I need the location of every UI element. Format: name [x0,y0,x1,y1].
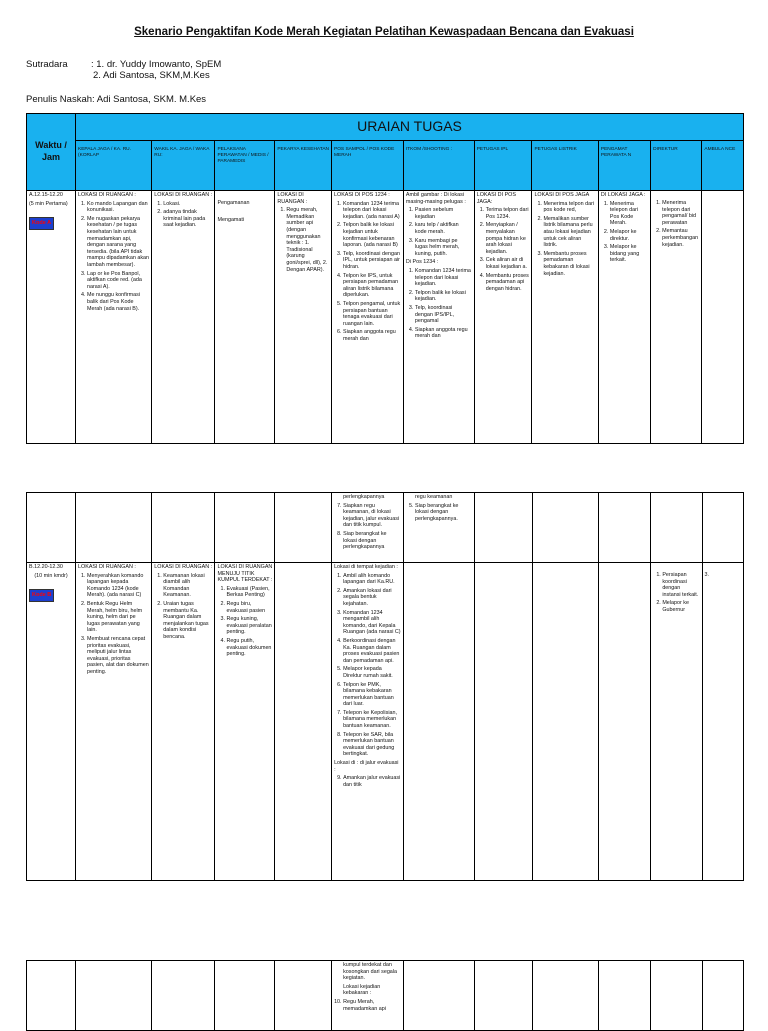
list-item: 3. Membantu proses pemadaman kebakaran di lokasi kejadian. [543,251,595,277]
header-uraian-tugas: URAIAN TUGAS [76,114,744,141]
cell-text: Pengamanan [217,200,250,206]
scenario-table-2 [26,492,744,881]
list-item: 2. Melapor ke Gubernur [662,600,699,613]
row1-ambulance [702,191,744,444]
time-range: A.12.15-12.20 [29,192,63,198]
list-item: 3. Lap or ke Pos Banpol, aktifkan code red. (ada narasi A). [87,271,149,291]
col-pekarya: PEKARYA KESEHATAN [275,141,332,191]
list-item: 1. Komandan 1234 terima telepon dari lokasi kejadian. [415,268,472,288]
list-item: 1. Lokasi. [163,201,212,208]
list-item: 5. Melapor kepada Direktur rumah sakit. [343,666,401,679]
list-item: Lokasi kejadian kebakaran : [343,983,381,997]
row3-ambulance [702,563,743,881]
list-item: 8. Siap berangkat ke lokasi dengan perlengkapannya [343,531,401,551]
row1-pos-sampol [332,191,404,444]
row1-pengamat [598,191,650,444]
list-item: 5. Telpon pengamal, untuk persiapan bantuan tenaga evakuasi dari ruangan lain. [343,301,401,327]
col-direktur: DIREKTUR [651,141,702,191]
row3-direktur [651,563,702,881]
list-item: 3. Telp, koordinasi dengan IPL, untuk persiapan air hidran. [343,251,401,271]
table-row [27,961,744,1031]
cell-subheading: Di Pos 1234 : [405,259,439,266]
list-item: 6. Siapkan anggota regu merah dan [343,329,401,342]
col-itkom: ITKOM /SHOOTING : [403,141,474,191]
list-item: perlengkapannya [343,494,385,500]
duration: (10 min kmdr) [34,572,68,579]
code-badge: Kode B [29,589,54,602]
list-item: kumpul terdekat dan kosongkan dari segala kegiatan. [343,962,398,982]
col-ambulance: AMBULA NCE [702,141,744,191]
cell-heading: Ambil gambar : Di lokasi masing-masing pelugas : [405,192,466,205]
scenario-table-3 [26,960,744,1031]
list-item: 2. adanya tindak kriminal lain pada saat kejadian. [163,209,212,229]
list-item: 2. Memalikan sumber listrik bilamana perlu atau lokasi kejadian untuk cek aliran listrik. [543,216,595,249]
cell-heading: LOKASI DI POS JAGA [534,192,590,198]
sutradara-2: 2. Adi Santosa, SKM,M.Kes [93,70,210,81]
list-item: 2. karu telp / aktifkan kode merah. [415,222,472,235]
list-item: 5. Siap berangkat ke lokasi dengan perlengkapannya. [415,503,472,523]
list-item: 3. Melapor ke bidang yang terkait. [610,244,648,264]
list-item: 2. Telpon balik ke lokasi kejadian. [415,290,472,303]
sutradara-1: : 1. dr. Yuddy Imowanto, SpEM [91,59,222,70]
list-item: 8. Telepon ke SAR, bila memerlukan bantuan evakuasi dari gedung bertingkat. [343,732,401,758]
list-item: 2. Memantau perkembangan kejadian. [662,228,699,248]
cell-heading: LOKASI DI POS JAGA: [476,192,516,205]
list-item: 1. Ko mando Lapangan dan konunikasi. [87,201,149,214]
row3-pelaksana [215,563,275,881]
cell-text: Mengamati [217,216,245,223]
list-item: 4. Membantu proses pemadaman api dengan hidran. [486,273,530,293]
cell-heading: LOKASI DI RUANGAN MENUJU TITIK KUMPUL TERDEKAT : [217,564,273,584]
sutradara-label: Sutradara [26,59,68,70]
row1-pelaksana [215,191,275,444]
code-badge: Kode A [29,217,54,230]
row3-pos-sampol [332,563,404,881]
list-item: 1. Komandan 1234 terima telepon dari lokasi kejadian. (ada narasi A) [343,201,401,221]
list-item: 1. Terima telpon dari Pos 1234. [486,207,530,220]
list-item: 7. Telepon ke Kepolisian, bilamana memerlukan bantuan keamanan. [343,710,401,730]
cell-text: 3. [704,572,710,578]
row4-pos-sampol [332,961,404,1031]
list-item: 2. Telpon balik ke lokasi kejadian untuk konfirmasi kebenaran laporan. (ada narasi B) [343,222,401,248]
list-item: 3. Regu kuning, evakuasi peralatan penting. [226,616,272,636]
col-pelaksana: PELAKSANA PERAWATAN / MEDIS / PARAMEDIS [215,141,275,191]
col-pos-sampol: POS SAMPOL / POS KODE MERAH [332,141,404,191]
row1-listrik [532,191,598,444]
duration: (5 min Pertama) [29,200,68,207]
row1-ipl [474,191,532,444]
list-item: 2. Bentuk Regu Helm Merah, helm biru, helm kuning, helm dari pe lugas perawatan yang lain. [87,601,149,634]
list-item: 1. Menerima telepon dari Pos Kode Merah. [610,201,648,227]
cell-heading: Lokasi di tempat kejadian : [334,564,398,570]
list-item: 9. Amankan jalur evakuasi dan titik [343,775,401,788]
table-row [27,191,744,444]
list-item: 2. Menyiapkan / menyalakan pompa hidran ke arah lokasi kejadian. [486,222,530,255]
list-item: 1. Persiapan koordinasi dengan instansi terkait. [662,572,699,598]
cell-heading: DI LOKASI JAGA : [600,192,646,198]
list-item: 3. Telp, koordinasi dengan IPS/IPL, pengamal [415,305,472,325]
list-item: 1. Regu merah, Memadikan sumber api (dengan menggunakan teknik : 1. Tradisional (karung goni/sprei, dll), 2. Dengan APAR). [286,207,329,273]
cell-heading: LOKASI DI RUANGAN : [154,192,213,198]
cell-text: regu keamanan [414,494,453,500]
list-item: 1. Menyerahkan komando lapangan kepada Komando 1234 (kode Merah). (ada narasi C) [87,573,149,599]
col-petugas-ipl: PETUGAS IPL [474,141,532,191]
col-petugas-listrik: PETUGAS LISTRIK [532,141,598,191]
list-item: 4. Telpon ke IPS, untuk persiapan pemadaman aliran listrik bilamana diperlukan. [343,273,401,299]
col-wakil-jaga: WAKIL KA. JAGA / WAKA RU: [152,141,215,191]
list-item: 4. Siapkan anggota regu merah dan [415,327,472,340]
row1-pekarya [275,191,332,444]
row1-wakil [152,191,215,444]
cell-heading: LOKASI DI RUANGAN : [154,564,213,570]
list-item: 1. Pasien sebelum kejadian [415,207,472,220]
list-item: 7. Siapkan regu keamanan, di lokasi kejadian, jalur evakuasi dan titik kumpul. [343,503,401,529]
row1-direktur [651,191,702,444]
table-row [27,563,744,881]
list-item: 3. Karu membagi pe lugas helm merah, kuning, putih. [415,238,472,258]
list-item: 1. Ambil alih komando lapangan dari Ka.RU. [343,573,401,586]
list-item: 4. Me nunggu konfirmasi balik dari Pos Kode Merah (ada narasi B). [87,292,149,312]
list-item: 1. Keamanan lokasi diambil alih Komandan Keamanan. [163,573,212,599]
penulis-naskah: Penulis Naskah: Adi Santosa, SKM. M.Kes [26,94,207,105]
list-item: 6. Telpon ke PMK, bilamana kebakaran memerlukan bantuan dari luar. [343,682,401,708]
list-item: 2. Uraian tugas membantu Ka. Ruangan dalam menjalankan tugas dalam kondisi bencana. [163,601,212,641]
list-item: 3. Komandan 1234 mengambil alih komando, dari Kepala Ruangan (ada narasi C) [343,610,401,636]
list-item: 2. Regu biru, evakuasi pasien [226,601,272,614]
list-item: 1. Menerima telepon dari pengamal/ bid perawatan [662,200,699,226]
list-item: 4. Berkoordinasi dengan Ka. Ruangan dalam proses evakuasi pasien dan pemadaman api. [343,638,401,664]
time-range: B.12.20-12.30 [29,564,63,570]
row3-kepala [76,563,152,881]
list-item: 2. Melapor ke direktur. [610,229,648,242]
list-item: 3. Cek aliran air di lokasi kejadian a. [486,257,530,270]
row1-waktu [27,191,76,444]
list-item: 2. Me nugaskan pekarya kesehatan / pe tugas kesehatan lain untuk memadamkan api, dengan sarana yang tersedia. (bila API tidak mampu dipadamkan akan lambah membesar). [87,216,149,269]
col-kepala-jaga: KEPALA JAGA / KA. RU. (KORLAP [76,141,152,191]
list-item: 1. Menerima telpon dari pos kode red, [543,201,595,214]
row2-itkom [403,493,474,563]
scenario-table-1 [26,113,744,444]
cell-subheading: Lokasi di : di jalur evakuasi : [334,760,399,773]
row2-pos-sampol [332,493,404,563]
header-waktu: Waktu / Jam [27,114,76,191]
cell-heading: LOKASI DI RUANGAN : [277,192,308,205]
list-item: 3. Membuat rencana cepat prioritas evakuasi, meliputi jalur lintas evakuasi, prioritas pasien, alat dan dokumen penting. [87,636,149,676]
list-item: 2. Amankan lokasi dari segala bentuk kejahatan. [343,588,401,608]
col-pengamat: PENGAMAT PERAWATA N [598,141,650,191]
row3-wakil [152,563,215,881]
table-row [27,493,744,563]
cell-heading: LOKASI DI POS 1234 : [334,192,390,198]
cell-heading: LOKASI DI RUANGAN : [78,564,136,570]
document-title: Skenario Pengaktifan Kode Merah Kegiatan Pelatihan Kewaspadaan Bencana dan Evakuasi [134,26,634,38]
list-item: 10. Regu Merah, memadamkan api [343,999,401,1012]
cell-heading: LOKASI DI RUANGAN : [78,192,136,198]
row3-waktu [27,563,76,881]
list-item: 1. Evakuasi (Pasien, Berkas Penting) [226,586,272,599]
row1-itkom [403,191,474,444]
list-item: 4. Regu putih, evakuasi dokumen penting. [226,638,272,658]
row1-kepala [76,191,152,444]
